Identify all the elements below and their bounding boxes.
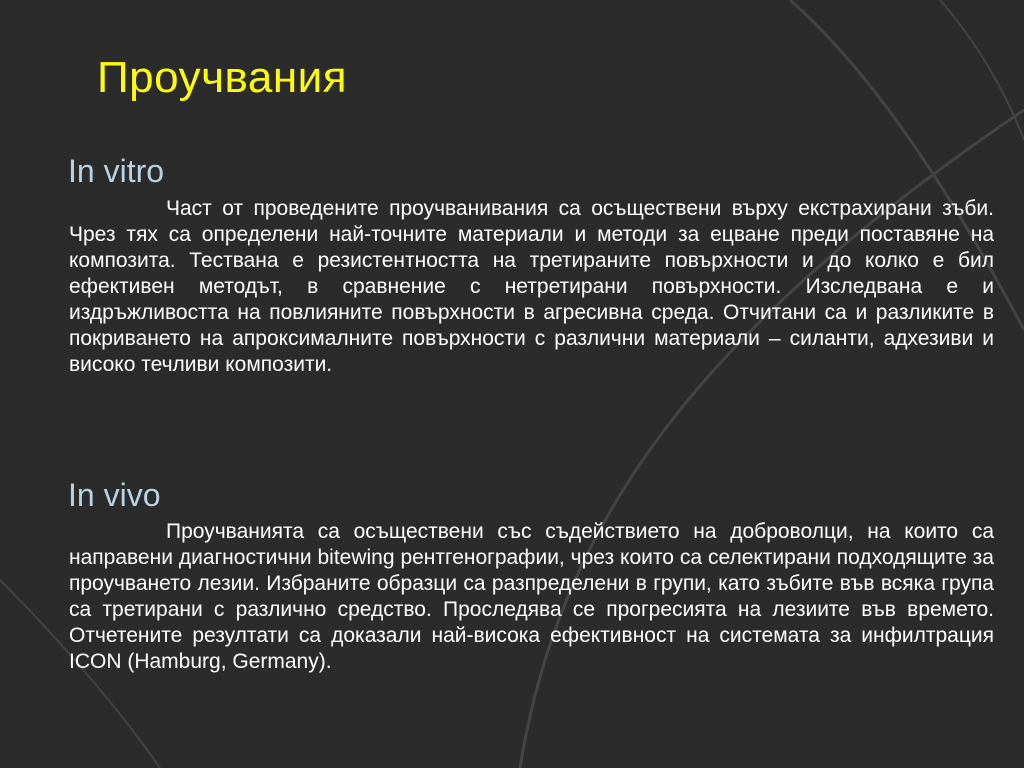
slide-title: Проучвания bbox=[97, 53, 348, 102]
section-body-in-vitro: Част от проведените проучванивания са осъществени върху екстрахирани зъби. Чрез тях са определени най-точните материали и методи за ецване преди поставяне на композита. Тествана е резистентността на третираните повърхности и до колко е бил ефективен методът, в сравнение с нетретирани повърхности. Изследвана е и издръжливостта на повлияните повърхности в агресивна среда. Отчитани са и разликите в покриването на апроксималните повърхности с различни материали – силанти, адхезиви и високо течливи композити. bbox=[69, 197, 994, 376]
section-heading-in-vivo: In vivo bbox=[68, 477, 161, 513]
section-body-in-vivo: Проучванията са осъществени със съдействието на доброволци, на които са направени диагностични bitewing рентгенографии, чрез които са селектирани подходящите за проучването лезии. Избраните образци са разпределени в групи, като зъбите във всяка група са третирани с различно средство. Проследява се прогресията на лезиите във времето. Отчетените резултати са доказали най-висока ефективност на системата за инфилтрация ICON (Hamburg, Germany). bbox=[69, 520, 994, 673]
section-heading-in-vitro: In vitro bbox=[68, 153, 165, 189]
